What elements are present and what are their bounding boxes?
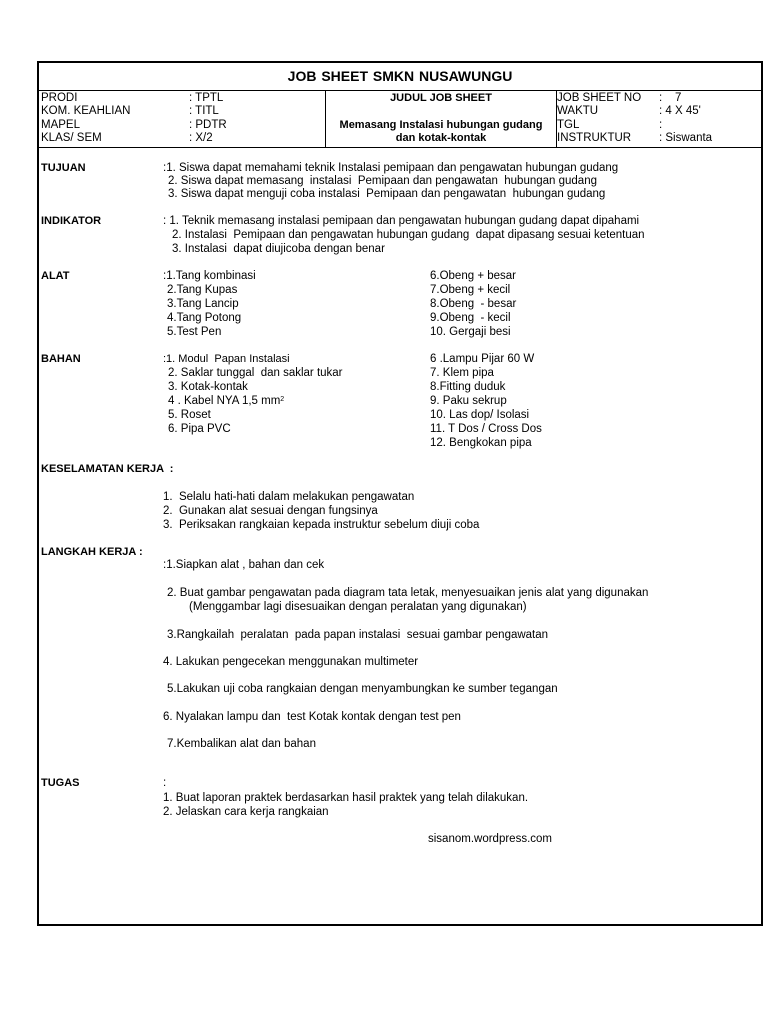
kom-keahlian-value: : TITL [189,105,219,117]
job-sheet-no-label: JOB SHEET NO [557,92,642,104]
judul-label: JUDUL JOB SHEET [390,92,492,104]
bahan-item-cable [168,395,284,408]
waktu-label: WAKTU [557,105,599,117]
langkah-item: 6. Nyalakan lampu dan test Kotak kontak dengan test pen [163,711,461,723]
bahan-item: 10. Las dop/ Isolasi [430,409,530,421]
alat-item: 2.Tang Kupas [167,284,238,296]
langkah-item: 7.Kembalikan alat dan bahan [167,738,316,750]
langkah-item: 4. Lakukan pengecekan menggunakan multimeter [163,656,419,668]
alat-item: 5.Test Pen [167,326,222,338]
langkah-label: LANGKAH KERJA : [41,546,143,558]
tujuan-item: 2. Siswa dapat memasang instalasi Pemipaan dan pengawatan hubungan gudang [168,175,597,187]
indikator-item: : 1. Teknik memasang instalasi pemipaan dan pengawatan hubungan gudang dapat dipahami [163,215,640,227]
job-sheet-no-colon: : [659,92,663,104]
job-sheet [37,61,763,926]
keselamatan-item: 1. Selalu hati-hati dalam melakukan pengawatan [163,491,415,503]
bahan-item: 6. Pipa PVC [168,423,231,435]
langkah-item: :1.Siapkan alat , bahan dan cek [163,559,325,571]
bahan-item: 9. Paku sekrup [430,395,507,407]
tugas-label: TUGAS [41,777,80,789]
bahan-item: 11. T Dos / Cross Dos [430,423,542,435]
bahan-item: 3. Kotak-kontak [168,381,248,393]
kom-keahlian-label: KOM. KEAHLIAN [41,105,131,117]
langkah-item-note: (Menggambar lagi disesuaikan dengan peralatan yang digunakan) [189,601,527,613]
keselamatan-item: 2. Gunakan alat sesuai dengan fungsinya [163,505,378,517]
bahan-item: 2. Saklar tunggal dan saklar tukar [168,367,343,379]
langkah-item: 3.Rangkailah peralatan pada papan instalasi sesuai gambar pengawatan [167,629,549,641]
bahan-item: 6 .Lampu Pijar 60 W [430,353,535,365]
bahan-cable-text: 4 . Kabel NYA 1,5 mm [168,395,281,407]
tugas-item: 2. Jelaskan cara kerja rangkaian [163,806,329,818]
tugas-colon: : [163,777,167,789]
header-block [39,90,761,148]
mapel-value: : PDTR [189,119,227,131]
bahan-item: 8.Fitting duduk [430,381,506,393]
alat-item: 4.Tang Potong [167,312,242,324]
alat-item: 7.Obeng + kecil [430,284,511,296]
alat-label: ALAT [41,270,70,282]
alat-item: 8.Obeng - besar [430,298,517,310]
indikator-label: INDIKATOR [41,215,102,227]
alat-item: 3.Tang Lancip [167,298,239,310]
sheet-title: JOB SHEET SMKN NUSAWUNGU [39,63,761,91]
tgl-value: : [659,119,663,131]
indikator-item: 3. Instalasi dapat diujicoba dengan benar [172,243,385,255]
tgl-label: TGL [557,119,580,131]
bahan-label: BAHAN [41,353,81,365]
instruktur-value: : Siswanta [659,132,713,144]
judul-cell [325,90,557,147]
instruktur-label: INSTRUKTUR [557,132,632,144]
mapel-label: MAPEL [41,119,80,131]
langkah-item: 5.Lakukan uji coba rangkaian dengan menyambungkan ke sumber tegangan [167,683,558,695]
waktu-value: : 4 X 45' [659,105,701,117]
keselamatan-label: KESELAMATAN KERJA : [41,463,174,475]
tugas-item: 1. Buat laporan praktek berdasarkan hasil praktek yang telah dilakukan. [163,792,529,804]
prodi-label: PRODI [41,92,78,104]
job-sheet-no-value: 7 [675,92,682,104]
tujuan-item: 3. Siswa dapat menguji coba instalasi Pemipaan dan pengawatan hubungan gudang [168,188,606,200]
alat-item: 9.Obeng - kecil [430,312,511,324]
bahan-item: 7. Klem pipa [430,367,494,379]
judul-line-1: Memasang Instalasi hubungan gudang [339,119,543,131]
tujuan-item: :1. Siswa dapat memahami teknik Instalasi pemipaan dan pengawatan hubungan gudang [163,162,619,174]
alat-item: 10. Gergaji besi [430,326,511,338]
alat-item: 6.Obeng + besar [430,270,516,282]
langkah-item: 2. Buat gambar pengawatan pada diagram tata letak, menyesuaikan jenis alat yang digunakan [167,587,649,599]
footer-website: sisanom.wordpress.com [428,833,552,845]
tujuan-label: TUJUAN [41,162,86,174]
alat-item: :1.Tang kombinasi [163,270,256,282]
bahan-item: 5. Roset [168,409,211,421]
klas-sem-value: : X/2 [189,132,213,144]
bahan-cable-superscript: 2 [280,396,285,403]
prodi-value: : TPTL [189,92,224,104]
klas-sem-label: KLAS/ SEM [41,132,102,144]
keselamatan-item: 3. Periksakan rangkaian kepada instruktur sebelum diuji coba [163,519,480,531]
judul-line-2: dan kotak-kontak [395,132,487,144]
bahan-item: :1. Modul Papan Instalasi [163,353,290,365]
indikator-item: 2. Instalasi Pemipaan dan pengawatan hubungan gudang dapat dipasang sesuai ketentuan [172,229,645,241]
bahan-item: 12. Bengkokan pipa [430,437,532,449]
